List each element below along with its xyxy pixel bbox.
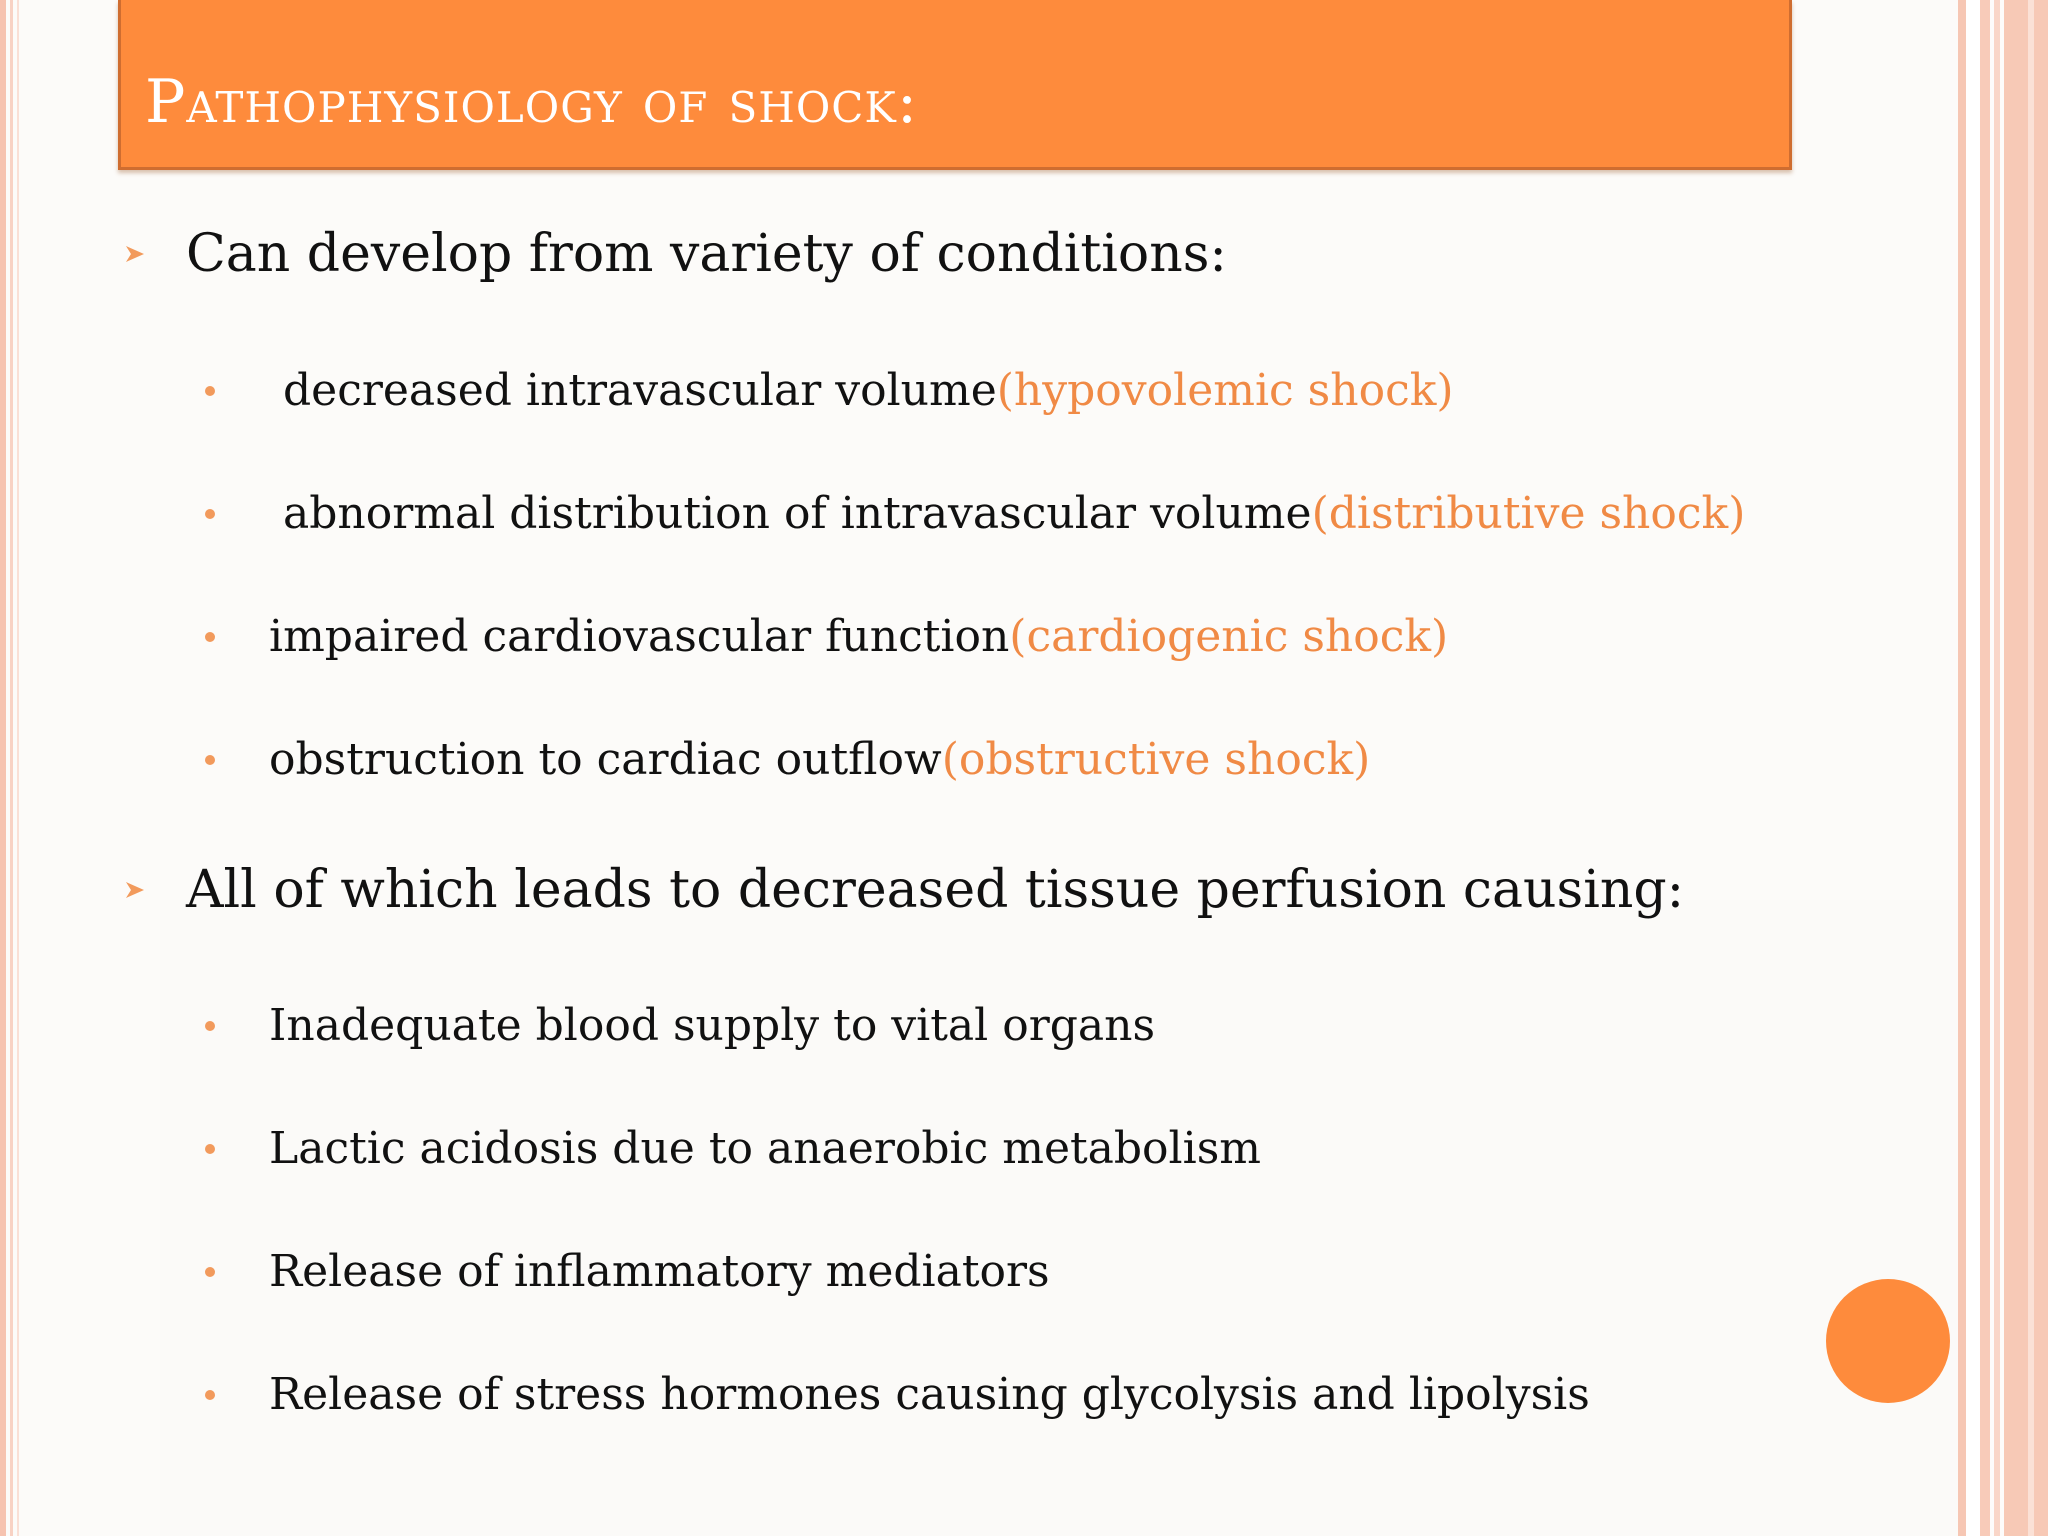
list-item-note: (distributive shock) [1311, 488, 1746, 539]
dot-bullet-icon [205, 1144, 215, 1154]
list-item [205, 1246, 1050, 1297]
left-border-stripe [10, 0, 13, 1536]
list-item [205, 1123, 1261, 1174]
right-border-stripe [1994, 0, 2000, 1536]
list-item-text: Lactic acidosis due to anaerobic metabolism [269, 1123, 1261, 1174]
dot-bullet-icon [205, 386, 215, 396]
dot-bullet-icon [205, 632, 215, 642]
list-item-text: impaired cardiovascular function [269, 611, 1010, 662]
dot-bullet-icon [205, 755, 215, 765]
arrow-bullet-icon [124, 879, 146, 901]
left-border-stripe [17, 0, 19, 1536]
list-item-note: (hypovolemic shock) [996, 365, 1454, 416]
right-border-gap [1966, 0, 1980, 1536]
right-border-stripe [1980, 0, 1990, 1536]
dot-bullet-icon [205, 1021, 215, 1031]
list-item [205, 488, 1746, 539]
list-item-note: (cardiogenic shock) [1009, 611, 1449, 662]
list-item-text: decreased intravascular volume [269, 365, 997, 416]
decorative-circle [1826, 1279, 1950, 1403]
section-heading-causes [124, 860, 1685, 920]
section-heading-text: Can develop from variety of conditions: [186, 224, 1227, 284]
section-heading-conditions [124, 224, 1227, 284]
content-shade [160, 900, 1960, 1536]
list-item-text: Inadequate blood supply to vital organs [269, 1000, 1156, 1051]
list-item-text: Release of stress hormones causing glycolysis and lipolysis [269, 1369, 1590, 1420]
title-bar [118, 0, 1792, 170]
right-border-stripe [1958, 0, 1966, 1536]
dot-bullet-icon [205, 1267, 215, 1277]
list-item-note: (obstructive shock) [941, 734, 1371, 785]
list-item-text: Release of inflammatory mediators [269, 1246, 1050, 1297]
left-border-stripe [0, 0, 6, 1536]
right-border-stripe [2028, 0, 2034, 1536]
dot-bullet-icon [205, 509, 215, 519]
list-item-text: abnormal distribution of intravascular volume [269, 488, 1312, 539]
list-item [205, 1369, 1590, 1420]
section-heading-text: All of which leads to decreased tissue perfusion causing: [186, 860, 1685, 920]
list-item [205, 1000, 1156, 1051]
arrow-bullet-icon [124, 243, 146, 265]
list-item [205, 365, 1454, 416]
list-item-text: obstruction to cardiac outflow [269, 734, 942, 785]
list-item [205, 734, 1371, 785]
dot-bullet-icon [205, 1390, 215, 1400]
list-item [205, 611, 1449, 662]
slide-title: Pathophysiology of shock: [145, 67, 919, 137]
right-border-stripe [2004, 0, 2048, 1536]
